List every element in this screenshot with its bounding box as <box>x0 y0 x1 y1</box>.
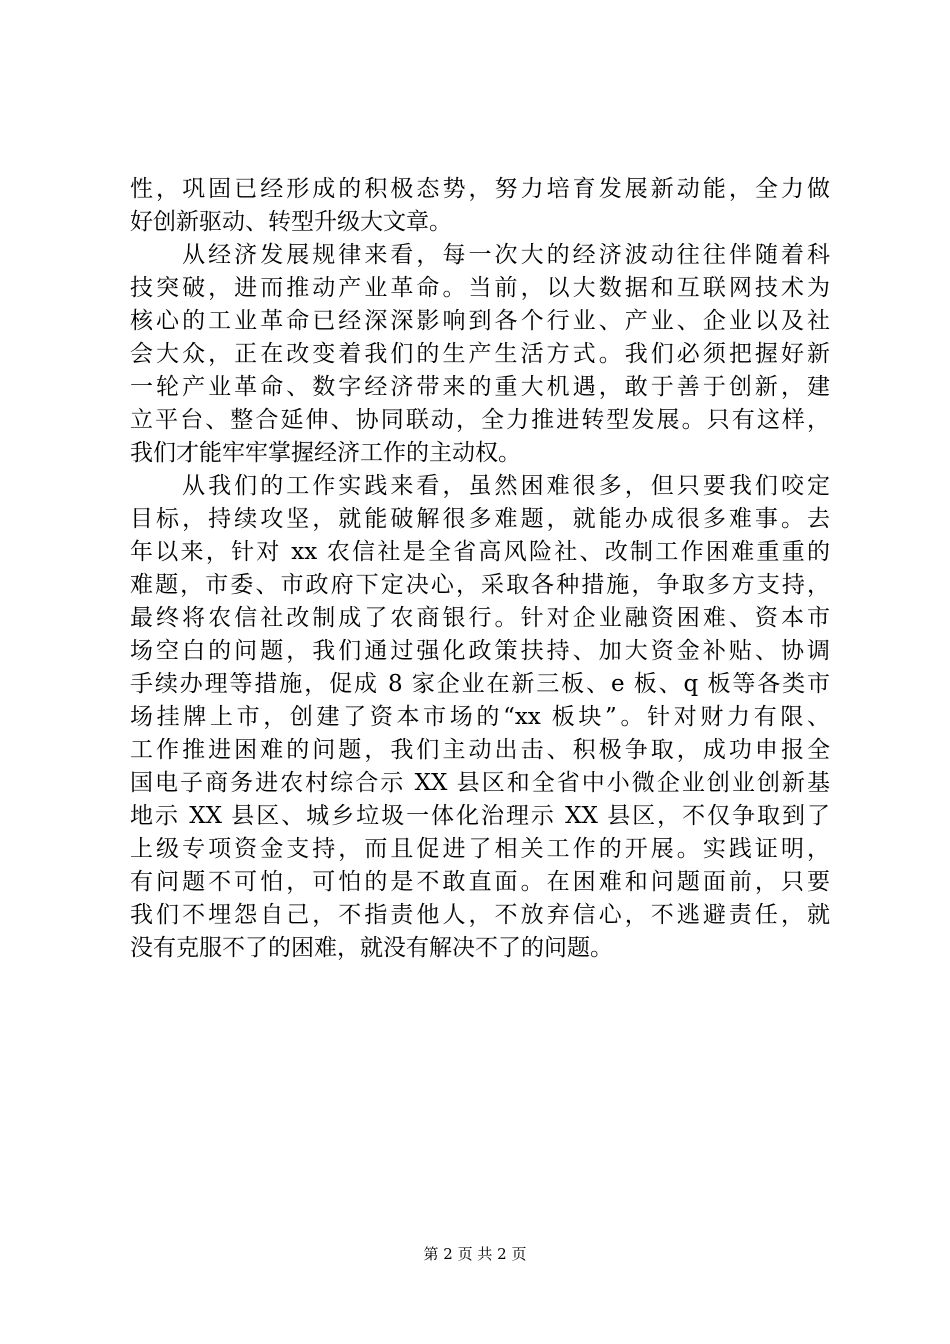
text-line: 国电子商务进农村综合示 XX 县区和全省中小微企业创业创新基 <box>130 770 830 796</box>
text-line: 一轮产业革命、数字经济带来的重大机遇，敢于善于创新，建 <box>130 374 830 400</box>
text-line: 目标，持续攻坚，就能破解很多难题，就能办成很多难事。去 <box>130 506 830 532</box>
text-line: 立平台、整合延伸、协同联动，全力推进转型发展。只有这样， <box>130 407 830 433</box>
text-line: 没有克服不了的困难，就没有解决不了的问题。 <box>130 935 613 961</box>
text-line: 我们才能牢牢掌握经济工作的主动权。 <box>130 440 521 466</box>
text-line: 核心的工业革命已经深深影响到各个行业、产业、企业以及社 <box>130 308 830 334</box>
text-line: 最终将农信社改制成了农商银行。针对企业融资困难、资本市 <box>130 605 830 631</box>
text-line: 我们不埋怨自己，不指责他人，不放弃信心，不逃避责任，就 <box>130 902 830 928</box>
paragraph <box>130 173 830 239</box>
text-line: 手续办理等措施，促成 8 家企业在新三板、e 板、q 板等各类市 <box>130 671 830 697</box>
text-line: 从经济发展规律来看，每一次大的经济波动往往伴随着科 <box>130 242 830 268</box>
text-line: 年以来，针对 xx 农信社是全省高风险社、改制工作困难重重的 <box>130 539 830 565</box>
page-footer <box>0 1244 950 1264</box>
text-line: 好创新驱动、转型升级大文章。 <box>130 209 452 235</box>
text-line: 上级专项资金支持，而且促进了相关工作的开展。实践证明， <box>130 836 830 862</box>
text-line: 有问题不可怕，可怕的是不敢直面。在困难和问题面前，只要 <box>130 869 830 895</box>
document-body <box>130 173 830 965</box>
text-line: 从我们的工作实践来看，虽然困难很多，但只要我们咬定 <box>130 473 830 499</box>
paragraph <box>130 239 830 470</box>
text-line: 工作推进困难的问题，我们主动出击、积极争取，成功申报全 <box>130 737 830 763</box>
text-line: 场挂牌上市，创建了资本市场的“xx 板块”。针对财力有限、 <box>130 704 830 730</box>
text-line: 性，巩固已经形成的积极态势，努力培育发展新动能，全力做 <box>130 176 830 202</box>
text-line: 地示 XX 县区、城乡垃圾一体化治理示 XX 县区，不仅争取到了 <box>130 803 830 829</box>
text-line: 难题，市委、市政府下定决心，采取各种措施，争取多方支持， <box>130 572 830 598</box>
text-line: 会大众，正在改变着我们的生产生活方式。我们必须把握好新 <box>130 341 830 367</box>
text-line: 场空白的问题，我们通过强化政策扶持、加大资金补贴、协调 <box>130 638 830 664</box>
page-number: 第 2 页 共 2 页 <box>423 1245 527 1263</box>
text-line: 技突破，进而推动产业革命。当前，以大数据和互联网技术为 <box>130 275 830 301</box>
paragraph <box>130 470 830 965</box>
